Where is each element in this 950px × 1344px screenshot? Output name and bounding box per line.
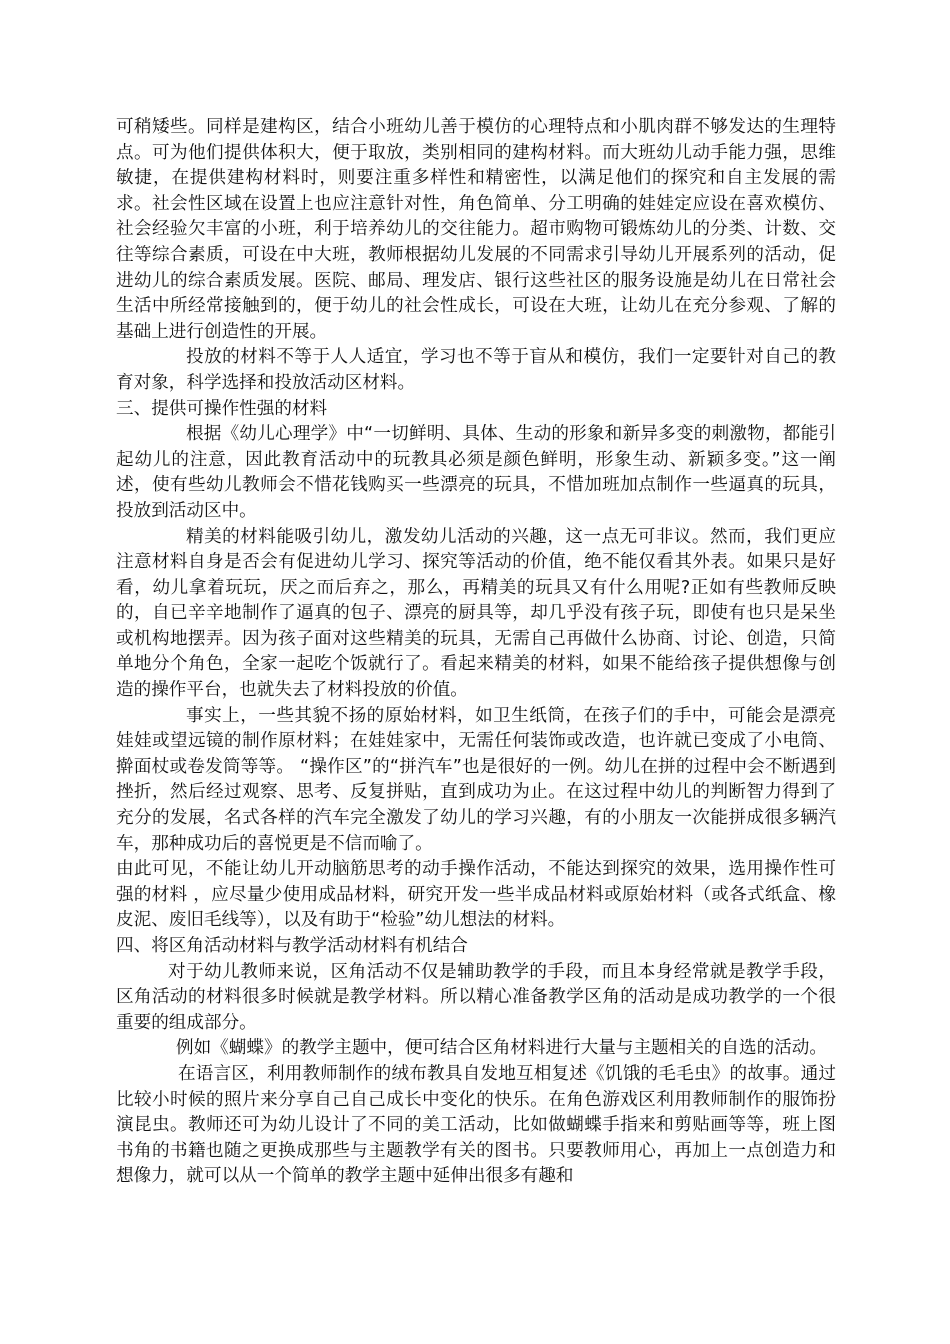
paragraph-exquisite-materials: 精美的材料能吸引幼儿，激发幼儿活动的兴趣，这一点无可非议。然而，我们更应注意材料自身是否会有促进幼儿学习、探究等活动的价值，绝不能仅看其外表。如果只是好看，幼儿拿着玩玩，厌之而后弃之，那么，再精美的玩具又有什么用呢?正如有些教师反映的，自已辛辛地制作了逼真的包子、漂亮的厨具等，却几乎没有孩子玩，即使有也只是呆坐或机构地摆弄。因为孩子面对这些精美的玩具，无需自己再做什么协商、讨论、创造，只简单地分个角色，全家一起吃个饭就行了。看起来精美的材料，如果不能给孩子提供想像与创造的操作平台，也就失去了材料投放的价值。 — [116, 526, 836, 701]
paragraph-teaching-means: 对于幼儿教师来说，区角活动不仅是辅助教学的手段，而且本身经常就是教学手段，区角活动的材料很多时候就是教学材料。所以精心准备教学区角的活动是成功教学的一个很重要的组成部分。 — [116, 961, 836, 1033]
paragraph-conclusion: 由此可见，不能让幼儿开动脑筋思考的动手操作活动，不能达到探究的效果，选用操作性可强的材料 ，应尽量少使用成品材料，研究开发一些半成品材料或原始材料（或各式纸盒、橡皮泥、废旧毛线等），以及有助于“检验”幼儿想法的材料。 — [116, 859, 836, 931]
paragraph-language-area: 在语言区，利用教师制作的绒布教具自发地互相复述《饥饿的毛毛虫》的故事。通过比较小时候的照片来分享自己自己成长中变化的快乐。在角色游戏区利用教师制作的服饰扮演昆虫。教师还可为幼儿设计了不同的美工活动，比如做蝴蝶手指来和剪贴画等等，班上图书角的书籍也随之更换成那些与主题教学有关的图书。只要教师用心，再加上一点创造力和想像力，就可以从一个简单的教学主题中延伸出很多有趣和 — [116, 1063, 836, 1187]
paragraph-raw-materials: 事实上，一些其貌不扬的原始材料，如卫生纸筒，在孩子们的手中，可能会是漂亮娃娃或望远镜的制作原材料；在娃娃家中，无需任何装饰或改造，也许就已变成了小电筒、擀面杖或卷发筒等等。 “操作区”的“拼汽车”也是很好的一例。幼儿在拼的过程中会不断遇到挫折，然后经过观察、思考、反复拼贴，直到成功为止。在这过程中幼儿的判断智力得到了充分的发展，名式各样的汽车完全激发了幼儿的学习兴趣，有的小朋友一次能拼成很多辆汽车，那种成功后的喜悦更是不信而喻了。 — [116, 705, 836, 854]
section-heading-3: 三、提供可操作性强的材料 — [116, 398, 328, 419]
paragraph-psychology-quote: 根据《幼儿心理学》中“一切鲜明、具体、生动的形象和新异多变的刺激物，都能引起幼儿的注意，因此教育活动中的玩教具必须是颜色鲜明，形象生动、新颖多变。”这一阐述，使有些幼儿教师会不惜花钱购买一些漂亮的玩具，不惜加班加点制作一些逼真的玩具，投放到活动区中。 — [116, 424, 836, 521]
paragraph-material-suitability: 投放的材料不等于人人适宜，学习也不等于盲从和模仿，我们一定要针对自己的教育对象，科学选择和投放活动区材料。 — [116, 347, 836, 393]
paragraph-area-setup: 可稍矮些。同样是建构区，结合小班幼儿善于模仿的心理特点和小肌肉群不够发达的生理特点。可为他们提供体积大，便于取放，类别相同的建构材料。而大班幼儿动手能力强，思维敏捷，在提供建构材料时，则要注重多样性和精密性，以满足他们的探究和自主发展的需求。社会性区域在设置上也应注意针对性，角色简单、分工明确的娃娃定应设在喜欢模仿、社会经验欠丰富的小班，利于培养幼儿的交往能力。超市购物可锻炼幼儿的分类、计数、交往等综合素质，可设在中大班，教师根据幼儿发展的不同需求引导幼儿开展系列的活动，促进幼儿的综合素质发展。医院、邮局、理发店、银行这些社区的服务设施是幼儿在日常社会生活中所经常接触到的，便于幼儿的社会性成长，可设在大班，让幼儿在充分参观、了解的基础上进行创造性的开展。 — [116, 117, 836, 342]
document-page — [116, 115, 836, 1190]
section-heading-4: 四、将区角活动材料与教学活动材料有机结合 — [116, 936, 468, 956]
paragraph-butterfly-example: 例如《蝴蝶》的教学主题中，便可结合区角材料进行大量与主题相关的自选的活动。 — [176, 1038, 827, 1059]
